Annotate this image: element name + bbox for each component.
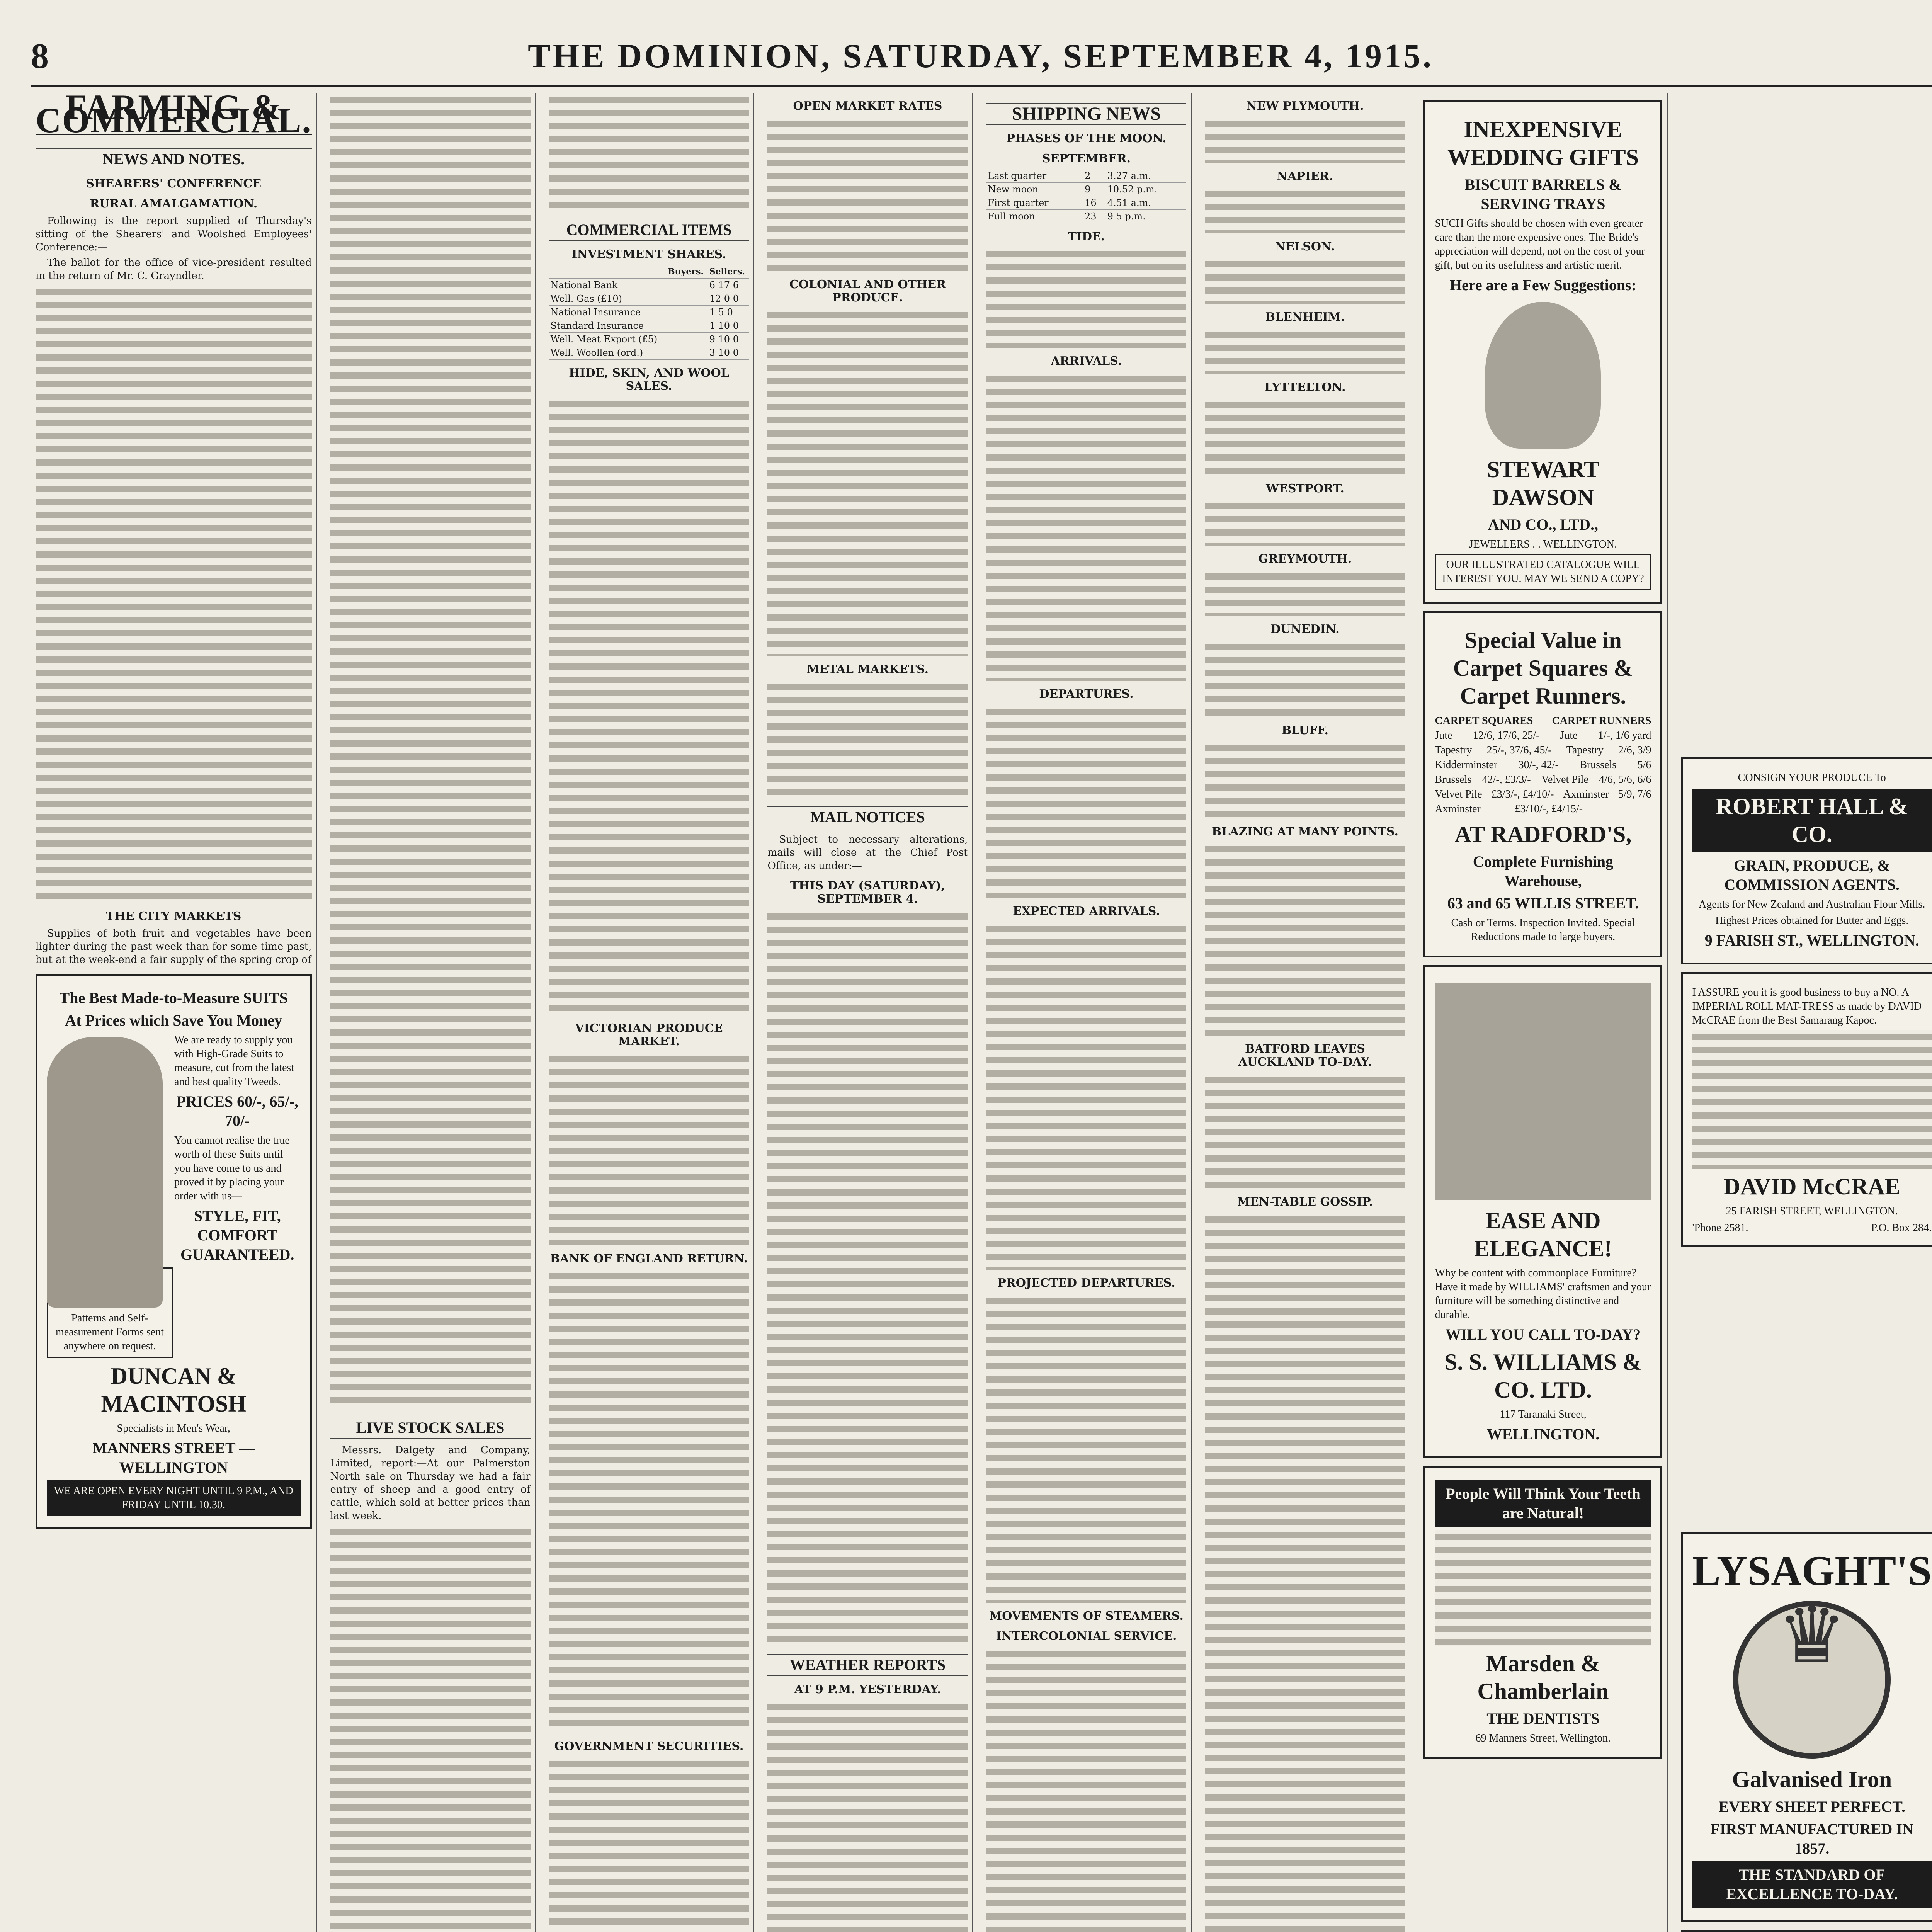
ad-address: 25 FARISH STREET, WELLINGTON. [1726,1205,1898,1217]
intercolonial-heading: INTERCOLONIAL SERVICE. [996,1629,1177,1643]
page-number: 8 [31,36,49,76]
table-row: Well. Meat Export (£5) 9 10 0 [549,333,749,346]
price-row: Brussels 42/-, £3/3/- Velvet Pile 4/6, 5/6, 6/6 [1435,774,1651,786]
price-row: Jute 12/6, 17/6, 25/- Jute 1/-, 1/6 yard [1435,730,1651,742]
colonial-produce-heading: COLONIAL AND OTHER PRODUCE. [789,278,946,304]
body-text-block [767,117,968,271]
ad-headline: EASE AND ELEGANCE! [1474,1208,1612,1261]
port-heading: NELSON. [1275,240,1335,253]
departures-heading: DEPARTURES. [1039,687,1134,701]
article-paragraph: Supplies of both fruit and vegetables have been lighter during the past week than for some time past, but at the week-end a fair supply of the spring crop of [36,928,312,966]
price-row: Tapestry 25/-, 37/6, 45/- Tapestry 2/6, 3/9 [1435,744,1651,756]
ad-firm-location: JEWELLERS . . WELLINGTON. [1469,538,1617,550]
column-1 [31,87,317,1932]
shearers-subheading: RURAL AMALGAMATION. [90,197,258,211]
ad-consign: CONSIGN YOUR PRODUCE To [1738,772,1886,784]
ad-terms: Cash or Terms. Inspection Invited. Special Reductions made to large buyers. [1451,917,1635,943]
shearers-heading: SHEARERS' CONFERENCE [86,177,262,190]
campbell-ad [1681,1930,1932,1932]
ad-headline: INEXPENSIVE WEDDING GIFTS [1447,117,1639,170]
body-text-block [330,1525,531,1932]
robert-hall-ad [1681,757,1932,964]
body-text-block [330,93,531,1406]
body-text-block [1692,1030,1932,1169]
ad-address: 69 Manners Street, Wellington. [1475,1732,1611,1744]
batford-heading: BATFORD LEAVES AUCKLAND TO-DAY. [1238,1042,1372,1069]
table-row: National Insurance 1 5 0 [549,306,749,319]
column-3 [544,93,755,1932]
ad-city: WELLINGTON. [1486,1425,1600,1443]
body-text-block [549,1757,749,1932]
body-text-block [986,372,1186,681]
moon-table [986,169,1186,223]
mail-today-subheading: THIS DAY (SATURDAY), SEPTEMBER 4. [790,879,946,906]
david-mccrae-ad [1681,972,1932,1247]
table-row: Last quarter 2 3.27 a.m. [986,169,1186,183]
price-row: Velvet Pile £3/3/-, £4/10/- Axminster 5/9, 7/6 [1435,788,1651,800]
mail-notices-heading: MAIL NOTICES [767,806,968,828]
body-text-block [549,1269,749,1733]
table-row: Well. Gas (£10) 12 0 0 [549,292,749,306]
moon-month: SEPTEMBER. [1042,152,1131,165]
port-heading: NEW PLYMOUTH. [1246,99,1364,113]
radfords-carpet-ad [1423,611,1662,957]
duncan-macintosh-ad [36,974,312,1529]
weather-reports-heading: WEATHER REPORTS [767,1654,968,1676]
ad-hours: WE ARE OPEN EVERY NIGHT UNTIL 9 P.M., AND FRIDAY UNTIL 10.30. [47,1480,301,1516]
shares-table [549,265,749,360]
expected-arrivals-heading: EXPECTED ARRIVALS. [1013,905,1160,918]
ad-text: FIRST MANUFACTURED IN 1857. [1710,1820,1913,1857]
ad-firm-name: ROBERT HALL & CO. [1692,789,1932,852]
ad-question: WILL YOU CALL TO-DAY? [1445,1326,1641,1343]
ad-firm-name: DAVID McCRAE [1723,1174,1900,1199]
ad-address: MANNERS STREET — WELLINGTON [92,1439,255,1476]
section-title: FARMING & COMMERCIAL. [36,87,312,140]
ad-firm-name: DUNCAN & MACINTOSH [101,1363,247,1417]
ad-headline: The Best Made-to-Measure SUITS [59,989,288,1007]
carpet-squares-label: CARPET SQUARES [1435,715,1533,727]
projected-departures-heading: PROJECTED DEPARTURES. [997,1276,1175,1290]
port-heading: BLENHEIM. [1265,310,1345,324]
column-4 [763,93,973,1932]
open-market-heading: OPEN MARKET RATES [793,99,942,113]
biscuit-barrel-illustration [1485,302,1601,449]
ad-text: Agents for New Zealand and Australian Flour Mills. [1699,898,1925,910]
body-text-block [986,922,1186,1270]
ad-standard: THE STANDARD OF EXCELLENCE TO-DAY. [1692,1861,1932,1908]
ad-brand: LYSAGHT'S [1692,1547,1932,1594]
body-text-block [767,910,968,1644]
port-heading: WESTPORT. [1266,482,1344,495]
ad-prices: PRICES 60/-, 65/-, 70/- [176,1093,299,1129]
masthead [31,27,1932,87]
ad-firm-subtitle: Specialists in Men's Wear, [117,1422,231,1434]
ad-headline: Special Value in Carpet Squares & Carpet Runners. [1453,628,1633,709]
ad-address: 117 Taranaki Street, [1500,1408,1587,1420]
port-heading: BLUFF. [1281,724,1328,737]
ad-firm-name: S. S. WILLIAMS & CO. LTD. [1444,1349,1642,1403]
ad-catalogue: OUR ILLUSTRATED CATALOGUE WILL INTEREST YOU. MAY WE SEND A COPY? [1435,554,1651,590]
column-6 [1200,93,1410,1932]
suited-man-illustration [47,1037,163,1308]
port-heading: GREYMOUTH. [1258,552,1352,566]
ad-phone: 'Phone 2581. [1692,1222,1748,1234]
metal-markets-heading: METAL MARKETS. [806,663,929,676]
price-row: Axminster £3/10/-, £4/15/- [1435,803,1583,815]
ad-suggestions: Here are a Few Suggestions: [1449,276,1636,294]
ad-product: Galvanised Iron [1732,1767,1892,1792]
ad-headline: At Prices which Save You Money [65,1012,282,1029]
hide-skin-wool-heading: HIDE, SKIN, AND WOOL SALES. [569,366,729,393]
stewart-dawson-ad [1423,100,1662,604]
body-text-block [1205,570,1405,616]
live-stock-heading: LIVE STOCK SALES [330,1417,531,1439]
article-paragraph: Following is the report supplied of Thursday's sitting of the Shearers' and Woolshed Employees' Conference:— [36,215,312,253]
body-text-block [1205,741,1405,818]
ad-address: 63 and 65 WILLIS STREET. [1447,895,1639,912]
shipping-news-heading: SHIPPING NEWS [986,103,1186,125]
port-heading: LYTTELTON. [1264,381,1346,394]
ad-text: Why be content with commonplace Furniture? Have it made by WILLIAMS' craftsmen and your furniture will be something distinctive and durable. [1435,1267,1651,1321]
newspaper-title: THE DOMINION, SATURDAY, SEPTEMBER 4, 1915. [528,37,1434,75]
table-row: First quarter 16 4.51 a.m. [986,196,1186,210]
ad-firm-sub: Complete Furnishing Warehouse, [1473,853,1614,889]
blazing-heading: BLAZING AT MANY POINTS. [1212,825,1398,838]
body-text-block [1205,117,1405,163]
ad-text: SUCH Gifts should be chosen with even greater care than the more expensive ones. The Bride's appreciation will depend, not on the cost of your gift, but on its usefulness and artistic merit. [1435,218,1645,271]
tide-heading: TIDE. [1068,230,1105,243]
price-row: Kidderminster 30/-, 42/- Brussels 5/6 [1435,759,1651,771]
body-text-block [1205,398,1405,475]
ad-firm-sub: GRAIN, PRODUCE, & COMMISSION AGENTS. [1724,857,1900,893]
ad-address: 9 FARISH ST., WELLINGTON. [1704,932,1919,949]
carpet-runners-label: CARPET RUNNERS [1552,715,1651,727]
ad-subheadline: BISCUIT BARRELS & SERVING TRAYS [1464,176,1622,213]
table-row: New moon 9 10.52 p.m. [986,183,1186,196]
ad-text: EVERY SHEET PERFECT. [1718,1798,1905,1815]
ad-guarantee: STYLE, FIT, COMFORT GUARANTEED. [180,1207,294,1263]
bank-of-england-heading: BANK OF ENGLAND RETURN. [550,1252,748,1265]
gossip-heading: MEN-TABLE GOSSIP. [1237,1195,1373,1209]
body-text-block [36,285,312,903]
victorian-produce-heading: VICTORIAN PRODUCE MARKET. [575,1022,723,1048]
column-5 [981,93,1192,1932]
ad-text: You cannot realise the true worth of these Suits until you have come to us and proved it by placing your order with us— [174,1134,290,1202]
ad-patterns-box: Patterns and Self-measurement Forms sent anywhere on request. [47,1267,173,1358]
ad-firm-name: STEWART DAWSON [1486,457,1600,510]
table-row: Full moon 23 9 5 p.m. [986,210,1186,223]
news-notes-heading: NEWS AND NOTES. [36,148,312,170]
columns [31,87,1932,1932]
body-text-block [1205,257,1405,304]
body-text-block [549,93,749,209]
armchair-illustration [1435,983,1651,1200]
ad-text: We are ready to supply you with High-Grade Suits to measure, cut from the latest and best quality Tweeds. [174,1034,294,1088]
body-text-block [986,705,1186,898]
port-heading: DUNEDIN. [1270,622,1340,636]
crown-trademark-icon [1733,1601,1891,1759]
body-text-block [549,1052,749,1245]
ad-firm-name-2: AND CO., LTD., [1488,516,1599,533]
ss-williams-ad [1423,965,1662,1458]
commercial-items-heading: COMMERCIAL ITEMS [549,219,749,241]
table-header [549,265,666,279]
ad-firm-name: AT RADFORD'S, [1454,821,1632,847]
body-text-block [767,308,968,656]
table-header: Sellers. [708,265,749,279]
ad-firm-name: Marsden & Chamberlain [1477,1651,1609,1704]
body-text-block [549,397,749,1015]
body-text-block [986,1294,1186,1603]
body-text-block [1205,328,1405,374]
ad-box: P.O. Box 284. [1871,1222,1932,1234]
table-header: Buyers. [666,265,708,279]
ad-text: I ASSURE you it is good business to buy a NO. A IMPERIAL ROLL MAT-TRESS as made by DAVID McCRAE from the Best Samarang Kapoc. [1692,986,1922,1026]
ad-firm-sub: THE DENTISTS [1486,1710,1600,1727]
movements-heading: MOVEMENTS OF STEAMERS. [989,1609,1184,1623]
body-text-block [1205,1213,1405,1932]
ad-headline: People Will Think Your Teeth are Natural! [1435,1480,1651,1527]
column-2 [326,93,536,1932]
table-row: Well. Woollen (ord.) 3 10 0 [549,346,749,360]
article-paragraph: Messrs. Dalgety and Company, Limited, report:—At our Palmerston North sale on Thursday we had a fair entry of sheep and a good entry of cattle, which sold at better prices than last week. [330,1444,531,1522]
lysaght-ad [1681,1532,1932,1922]
article-paragraph: Subject to necessary alterations, mails will close at the Chief Post Office, as under:— [767,834,968,872]
body-text-block [986,247,1186,348]
body-text-block [767,680,968,796]
body-text-block [1205,1073,1405,1189]
body-text-block [986,1647,1186,1932]
moon-phases-heading: PHASES OF THE MOON. [1006,132,1167,145]
arrivals-heading: ARRIVALS. [1051,354,1122,368]
marsden-chamberlain-ad [1423,1466,1662,1759]
body-text-block [1205,640,1405,717]
body-text-block [1205,842,1405,1036]
government-securities-heading: GOVERNMENT SECURITIES. [554,1740,744,1753]
column-8 [1676,93,1932,1932]
body-text-block [1205,187,1405,233]
weather-subheading: AT 9 P.M. YESTERDAY. [794,1683,941,1696]
body-text-block [767,1700,968,1932]
article-paragraph: The ballot for the office of vice-president resulted in the return of Mr. C. Grayndler. [36,257,312,282]
port-heading: NAPIER. [1277,170,1333,183]
body-text-block [1435,1530,1651,1646]
city-markets-heading: THE CITY MARKETS [106,910,242,923]
body-text-block [1205,499,1405,546]
table-row: Standard Insurance 1 10 0 [549,319,749,333]
table-row: National Bank 6 17 6 [549,279,749,292]
column-7 [1419,93,1668,1932]
ad-text: Highest Prices obtained for Butter and Eggs. [1715,915,1909,927]
investment-shares-heading: INVESTMENT SHARES. [571,248,726,261]
